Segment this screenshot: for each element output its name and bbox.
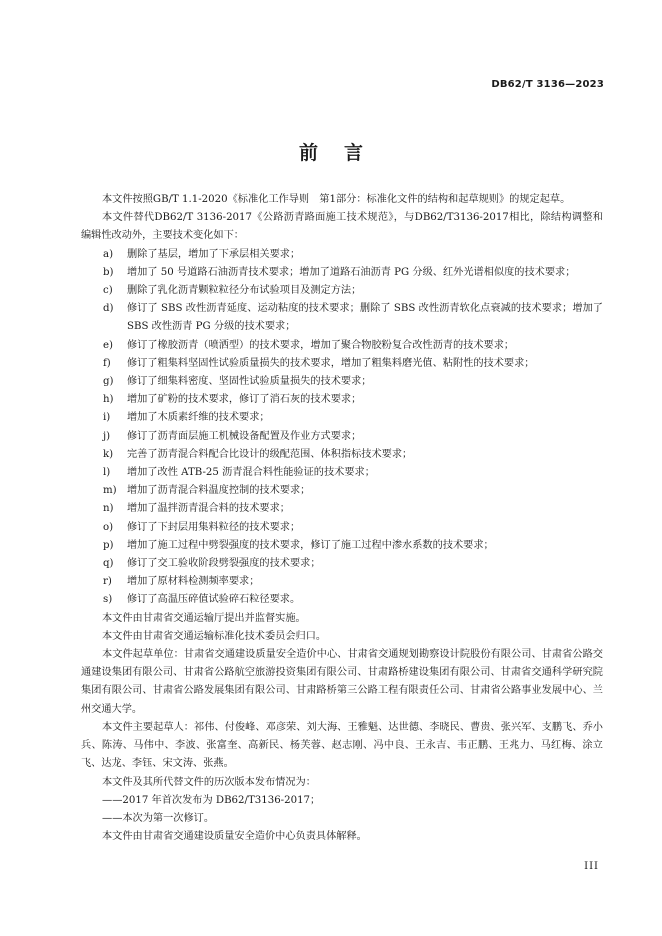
list-item-text: 增加了改性 ATB-25 沥青混合料性能验证的技术要求； [127, 467, 375, 479]
paragraph-drafting-units: 本文件起草单位：甘肃省交通建设质量安全造价中心、甘肃省交通规划勘察设计院股份有限公司、甘肃省公路交通建设集团有限公司、甘肃省公路航空旅游投资集团有限公司、甘肃路桥建设集团有限公司、甘肃省交通科学研究院集团有限公司、甘肃省公路发展集团有限公司、甘肃路桥第三公路工程有限责任公司、甘肃省公路事业发展中心、兰州交通大学。 [81, 649, 603, 715]
list-item-label: f) [103, 357, 111, 369]
list-item [81, 264, 603, 282]
list-item [81, 246, 603, 264]
page-number: III [584, 861, 599, 872]
list-item-label: m) [103, 485, 117, 497]
list-item-label: e) [103, 339, 114, 351]
page-title: 前言 [298, 142, 389, 164]
list-item [81, 573, 603, 591]
list-item-label: r) [103, 576, 112, 588]
paragraph-proposed-by: 本文件由甘肃省交通运输厅提出并监督实施。 [102, 612, 306, 624]
history-item: ——本次为第一次修订。 [102, 812, 215, 824]
list-item-label: g) [103, 376, 114, 388]
list-item-text: 修订了沥青面层施工机械设备配置及作业方式要求； [127, 430, 362, 442]
list-item-label: a) [103, 248, 114, 260]
list-item [81, 300, 603, 336]
list-item-text: 增加了矿粉的技术要求，修订了消石灰的技术要求； [127, 394, 362, 406]
list-item-text: 增加了温拌沥青混合料的技术要求； [127, 503, 290, 515]
list-item-text: 完善了沥青混合料配合比设计的级配范围、体积指标技术要求； [127, 448, 413, 460]
list-item [81, 591, 603, 609]
list-item [81, 355, 603, 373]
list-item-text: 修订了 SBS 改性沥青延度、运动粘度的技术要求；删除了 SBS 改性沥青软化点衰减的技术要求；增加了 SBS 改性沥青 PG 分级的技术要求； [127, 303, 603, 333]
list-item-label: k) [103, 448, 114, 460]
list-item-text: 修订了交工验收阶段劈裂强度的技术要求； [127, 558, 321, 570]
paragraph-drafting-rules: 本文件按照GB/T 1.1-2020《标准化工作导则 第1部分：标准化文件的结构和起草规则》的规定起草。 [102, 194, 571, 205]
list-item-text: 删除了乳化沥青颗粒粒径分布试验项目及测定方法； [127, 285, 362, 297]
list-item [81, 337, 603, 355]
list-item-label: b) [103, 266, 114, 278]
list-item-text: 删除了基层，增加了下承层相关要求； [127, 248, 301, 260]
list-item [81, 555, 603, 573]
list-item-label: j) [103, 430, 111, 442]
list-item-label: c) [103, 285, 113, 297]
list-item [81, 446, 603, 464]
list-item [81, 428, 603, 446]
list-item [81, 373, 603, 391]
paragraph-drafters: 本文件主要起草人：祁伟、付俊峰、邓彦荣、刘大海、王雅魁、达世德、李晓民、曹贵、张兴军、支鹏飞、乔小兵、陈涛、马伟中、李波、张富奎、高新民、杨芙蓉、赵志刚、冯中良、王永吉、韦正鹏、王兆力、马红梅、涂立飞、达龙、李钰、宋文涛、张燕。 [81, 721, 603, 770]
list-item-label: h) [103, 394, 114, 406]
list-item-label: s) [103, 594, 113, 606]
document-body [81, 191, 603, 846]
list-item-text: 修订了高温压碎值试验碎石粒径要求。 [127, 594, 301, 606]
paragraph-history-intro: 本文件及其所代替文件的历次版本发布情况为： [102, 776, 316, 788]
list-item [81, 464, 603, 482]
changes-list [81, 246, 603, 610]
paragraph-centralized-by: 本文件由甘肃省交通运输标准化技术委员会归口。 [102, 630, 327, 642]
list-item [81, 519, 603, 537]
list-item [81, 282, 603, 300]
list-item-text: 增加了 50 号道路石油沥青技术要求；增加了道路石油沥青 PG 分级、红外光谱相似度的技术要求； [127, 266, 576, 278]
list-item-text: 增加了沥青混合料温度控制的技术要求； [127, 485, 311, 497]
list-item [81, 409, 603, 427]
list-item-label: p) [103, 539, 114, 551]
list-item [81, 391, 603, 409]
standard-number: DB62/T 3136—2023 [491, 79, 604, 90]
list-item-label: o) [103, 521, 114, 533]
list-item [81, 500, 603, 518]
list-item-label: i) [103, 412, 111, 424]
list-item-text: 增加了木质素纤维的技术要求； [127, 412, 270, 424]
list-item-label: l) [103, 467, 111, 479]
list-item-label: d) [103, 303, 114, 315]
list-item-label: q) [103, 558, 114, 570]
list-item [81, 537, 603, 555]
list-item-label: n) [103, 503, 114, 515]
list-item-text: 增加了原材料检测频率要求； [127, 576, 260, 588]
list-item [81, 482, 603, 500]
paragraph-interpretation: 本文件由甘肃省交通建设质量安全造价中心负责具体解释。 [102, 831, 367, 843]
history-item: ——2017 年首次发布为 DB62/T3136-2017； [102, 794, 321, 806]
list-item-text: 修订了粗集料坚固性试验质量损失的技术要求，增加了粗集料磨光值、粘附性的技术要求； [127, 357, 535, 369]
list-item-text: 增加了施工过程中劈裂强度的技术要求，修订了施工过程中渗水系数的技术要求； [127, 539, 494, 551]
paragraph-replaces: 本文件替代DB62/T 3136-2017《公路沥青路面施工技术规范》，与DB62/T3136-2017相比，除结构调整和编辑性改动外，主要技术变化如下： [81, 212, 603, 242]
list-item-text: 修订了橡胶沥青（喷洒型）的技术要求，增加了聚合物胶粉复合改性沥青的技术要求； [127, 339, 515, 351]
list-item-text: 修订了下封层用集料粒径的技术要求； [127, 521, 301, 533]
list-item-text: 修订了细集料密度、坚固性试验质量损失的技术要求； [127, 376, 372, 388]
